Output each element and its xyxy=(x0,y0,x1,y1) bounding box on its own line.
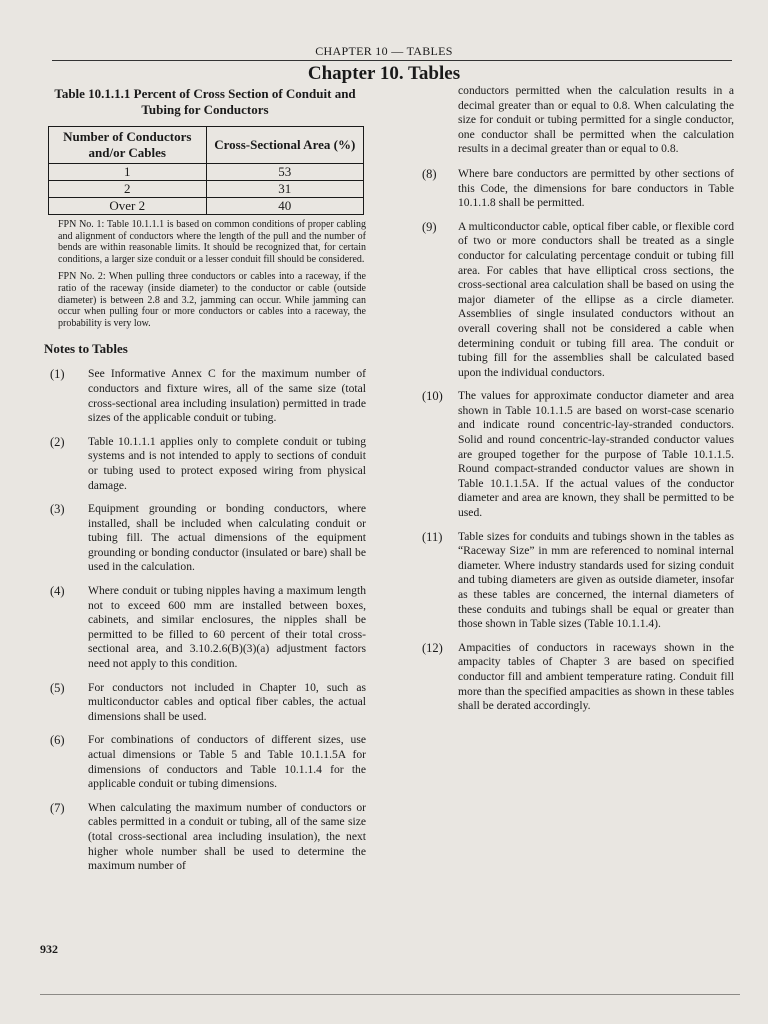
table-cell-conductors: 1 xyxy=(49,164,207,181)
note-number: (8) xyxy=(422,166,437,181)
note-number: (11) xyxy=(422,529,443,544)
left-column xyxy=(44,86,366,883)
note-text: For combinations of conductors of different sizes, use actual dimensions or Table 5 and Table 10.1.1.5A for dimensions of conductors and Table 10.1.1.4 for the applicable conduit or tubing dimensions. xyxy=(88,733,366,791)
note-text: Where bare conductors are permitted by other sections of this Code, the dimensions for bare conductors in Table 10.1.1.8 shall be permitted. xyxy=(458,166,734,210)
note-number: (6) xyxy=(50,733,65,748)
table-cell-area: 53 xyxy=(206,164,364,181)
note-number: (3) xyxy=(50,502,65,517)
note-text: Where conduit or tubing nipples having a maximum length not to exceed 600 mm are installed between boxes, cabinets, and similar enclosures, the nipples shall be permitted to be filled to 60 percent of their total cross-sectional area, and 3.10.2.6(B)(3)(a) adjustment factors need not apply to this condition. xyxy=(88,584,366,671)
page-edge-rule xyxy=(40,994,740,995)
note-text: Equipment grounding or bonding conductors, where installed, shall be included when calculating conduit or tubing fill. The actual dimensions of the equipment grounding or bonding conductor (insulated or bare) shall be used in the calculation. xyxy=(88,502,366,574)
note-item xyxy=(418,530,734,632)
note-item xyxy=(44,367,366,425)
note-number: (4) xyxy=(50,584,65,599)
note-text: Table sizes for conduits and tubings shown in the tables as “Raceway Size” in mm are referenced to nominal internal diameter. Where industry standards used for sizing conduit and tubing diameters are given as outside diameter, insofar as these tables are concerned, the internal diameters of these conduits and tubings shall be equal or greater than those shown in Table sizes (Table 10.1.1.4). xyxy=(458,529,734,631)
note-number: (10) xyxy=(422,389,443,404)
note-text: Table 10.1.1.1 applies only to complete conduit or tubing systems and is not intended to apply to sections of conduit or tubing used to protect exposed wiring from physical damage. xyxy=(88,434,366,492)
note-number: (5) xyxy=(50,680,65,695)
table-header-conductors: Number of Conductors and/or Cables xyxy=(49,127,207,164)
note-text: A multiconductor cable, optical fiber cable, or flexible cord of two or more conductors shall be treated as a single conductor for calculating percentage conduit or tubing fill area. For cables that have elliptical cross sections, the cross-sectional area calculation shall be based on using the major diameter of the ellipse as a circle diameter. Assemblies of single insulated conductors without an overall covering shall not be considered a cable when determining conduit or tubing fill area. The conduit or tubing fill for the assemblies shall be calculated based upon the individual conductors. xyxy=(458,219,734,379)
page-number: 932 xyxy=(40,942,58,956)
note-text: For conductors not included in Chapter 10, such as multiconductor cables and optical fiber cables, the actual dimensions shall be used. xyxy=(88,680,366,723)
fine-print-note-1: FPN No. 1: Table 10.1.1.1 is based on common conditions of proper cabling and alignment of conductors where the length of the pull and the number of bends are within reasonable limits. It should be recognized that, for certain conditions, a larger size conduit or a lesser conduit fill should be considered. xyxy=(58,219,366,265)
table-row xyxy=(49,181,364,198)
note-7-continuation: conductors permitted when the calculation results in a decimal greater than or equal to 0.8. When calculating the size for conduit or tubing permitted for a single conductor, one conductor shall be permitted when the calculation results in a decimal greater than or equal to 0.8. xyxy=(458,84,734,156)
note-number: (1) xyxy=(50,367,65,382)
conduit-fill-table xyxy=(48,126,364,215)
table-cell-conductors: Over 2 xyxy=(49,198,207,215)
running-head: CHAPTER 10 — TABLES xyxy=(315,44,453,58)
note-number: (2) xyxy=(50,434,65,449)
table-header-area: Cross-Sectional Area (%) xyxy=(206,127,364,164)
note-item xyxy=(44,801,366,874)
note-item xyxy=(418,389,734,520)
note-item xyxy=(44,502,366,575)
table-caption: Table 10.1.1.1 Percent of Cross Section of Conduit and Tubing for Conductors xyxy=(54,86,356,117)
table-cell-area: 40 xyxy=(206,198,364,215)
note-item xyxy=(418,167,734,211)
fine-print-note-2: FPN No. 2: When pulling three conductors or cables into a raceway, if the ratio of the raceway (inside diameter) to the conductor or cable (outside diameter) is between 2.8 and 3.2, jamming can occur. While jamming can occur when pulling four or more conductors or cables into a raceway, the probability is very low. xyxy=(58,271,366,329)
table-cell-conductors: 2 xyxy=(49,181,207,198)
right-column xyxy=(418,84,734,723)
note-text: See Informative Annex C for the maximum number of conductors and fixture wires, all of the same size (total cross-sectional area including insulation) permitted in trade sizes of the applicable conduit or tubing. xyxy=(88,367,366,425)
note-item xyxy=(418,641,734,714)
note-item xyxy=(44,584,366,672)
note-number: (12) xyxy=(422,640,443,655)
note-item xyxy=(44,435,366,493)
note-item xyxy=(44,733,366,791)
table-cell-area: 31 xyxy=(206,181,364,198)
notes-heading: Notes to Tables xyxy=(44,341,128,357)
note-text: When calculating the maximum number of conductors or cables permitted in a conduit or tubing, all of the same size (total cross-sectional area including insulation), the next higher whole number shall be used to determine the maximum number of xyxy=(88,800,366,873)
note-item xyxy=(44,681,366,725)
note-item xyxy=(418,220,734,381)
table-row xyxy=(49,198,364,215)
note-text: Ampacities of conductors in raceways shown in the ampacity tables of Chapter 3 are based on specified conductor fill and ambient temperature rating. Conduit fill more than the specified ampacities as shown in these tables shall be derated accordingly. xyxy=(458,640,734,713)
note-number: (7) xyxy=(50,800,65,815)
chapter-title: Chapter 10. Tables xyxy=(307,63,461,84)
table-row xyxy=(49,164,364,181)
table-header-row xyxy=(49,127,364,164)
note-text: The values for approximate conductor diameter and area shown in Table 10.1.1.5 are based on worst-case scenario and indicate round concentric-lay-stranded conductors. Solid and round concentric-lay-stranded conductor values are grouped together for the purpose of Table 10.1.1.5. Round compact-stranded conductor values are shown in Table 10.1.1.5A. If the actual values of the conductor diameter and area are known, they shall be permitted to be used. xyxy=(458,389,734,520)
note-number: (9) xyxy=(422,219,437,234)
header-rule xyxy=(52,60,732,61)
